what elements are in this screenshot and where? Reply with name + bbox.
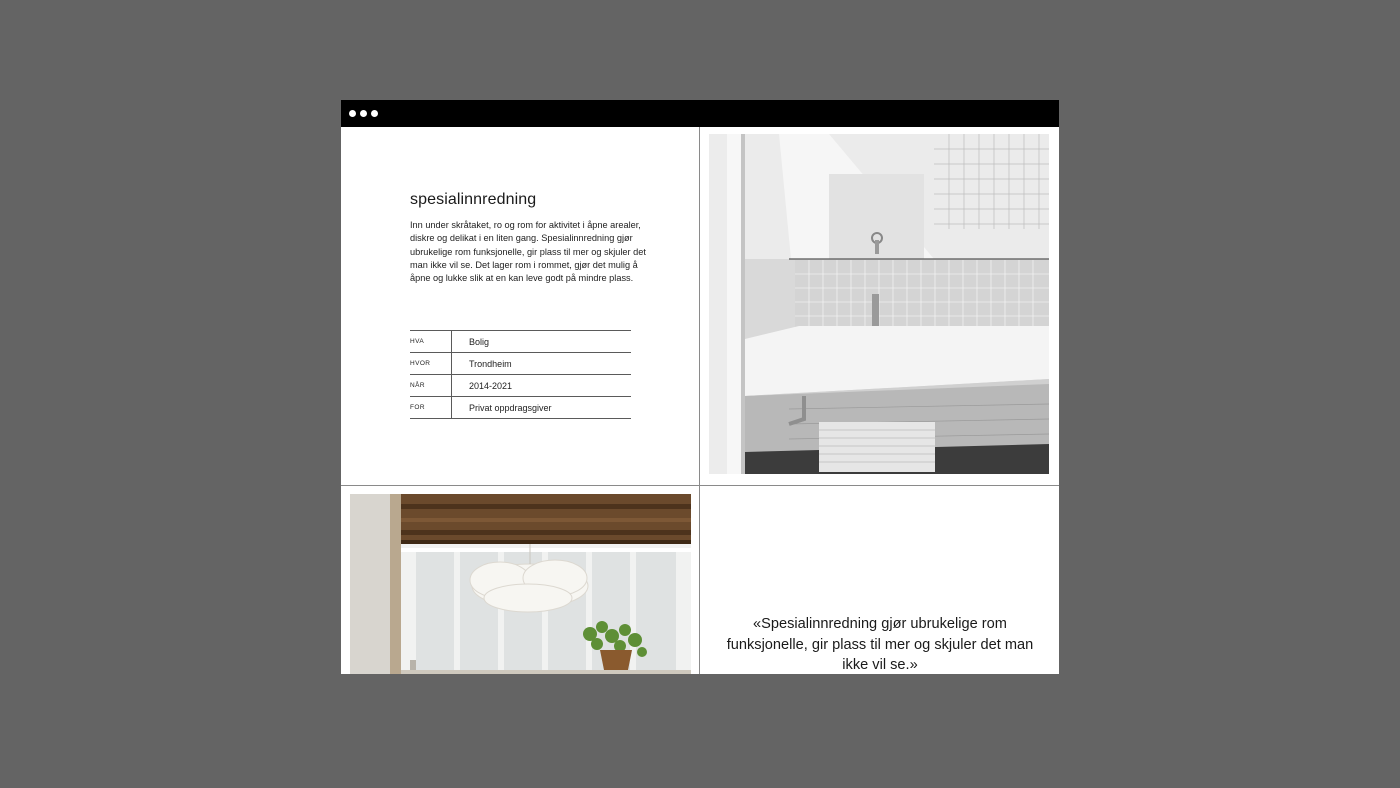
window-dot-icon[interactable] [360,110,367,117]
project-info-panel [341,127,699,485]
meta-row [410,375,631,397]
project-title: spesialinnredning [410,191,537,208]
meta-key: HVOR [410,353,452,375]
meta-value: Privat oppdragsgiver [452,397,632,419]
project-description: Inn under skråtaket, ro og rom for aktivitet i åpne arealer, diskre og delikat i en liten gang. Spesialinnredning gjør ubrukelige rom funksjonelle, gir plass til mer og skjuler det man ikke vil se. Det lager rom i rommet, gjør det mulig å åpne og lukke slik at en kan leve godt på mindre plass. [410,220,646,284]
quote-panel [700,486,1059,674]
meta-row [410,331,631,353]
window-dot-icon[interactable] [349,110,356,117]
content-grid [341,127,1059,674]
project-meta-table [410,330,631,419]
meta-key: HVA [410,331,452,353]
window-titlebar [341,100,1059,127]
meta-row [410,353,631,375]
meta-value: 2014-2021 [452,375,632,397]
meta-value: Bolig [452,331,632,353]
browser-window [341,100,1059,674]
meta-row [410,397,631,419]
meta-key: NÅR [410,375,452,397]
meta-key: FOR [410,397,452,419]
pull-quote: «Spesialinnredning gjør ubrukelige rom funksjonelle, gir plass til mer og skjuler det man ikke vil se.» [726,616,1034,673]
living-room-photo [350,494,691,674]
living-room-image-panel [341,486,699,674]
bathroom-image-panel [700,127,1059,485]
window-dot-icon[interactable] [371,110,378,117]
meta-value: Trondheim [452,353,632,375]
bathroom-photo [709,134,1049,474]
